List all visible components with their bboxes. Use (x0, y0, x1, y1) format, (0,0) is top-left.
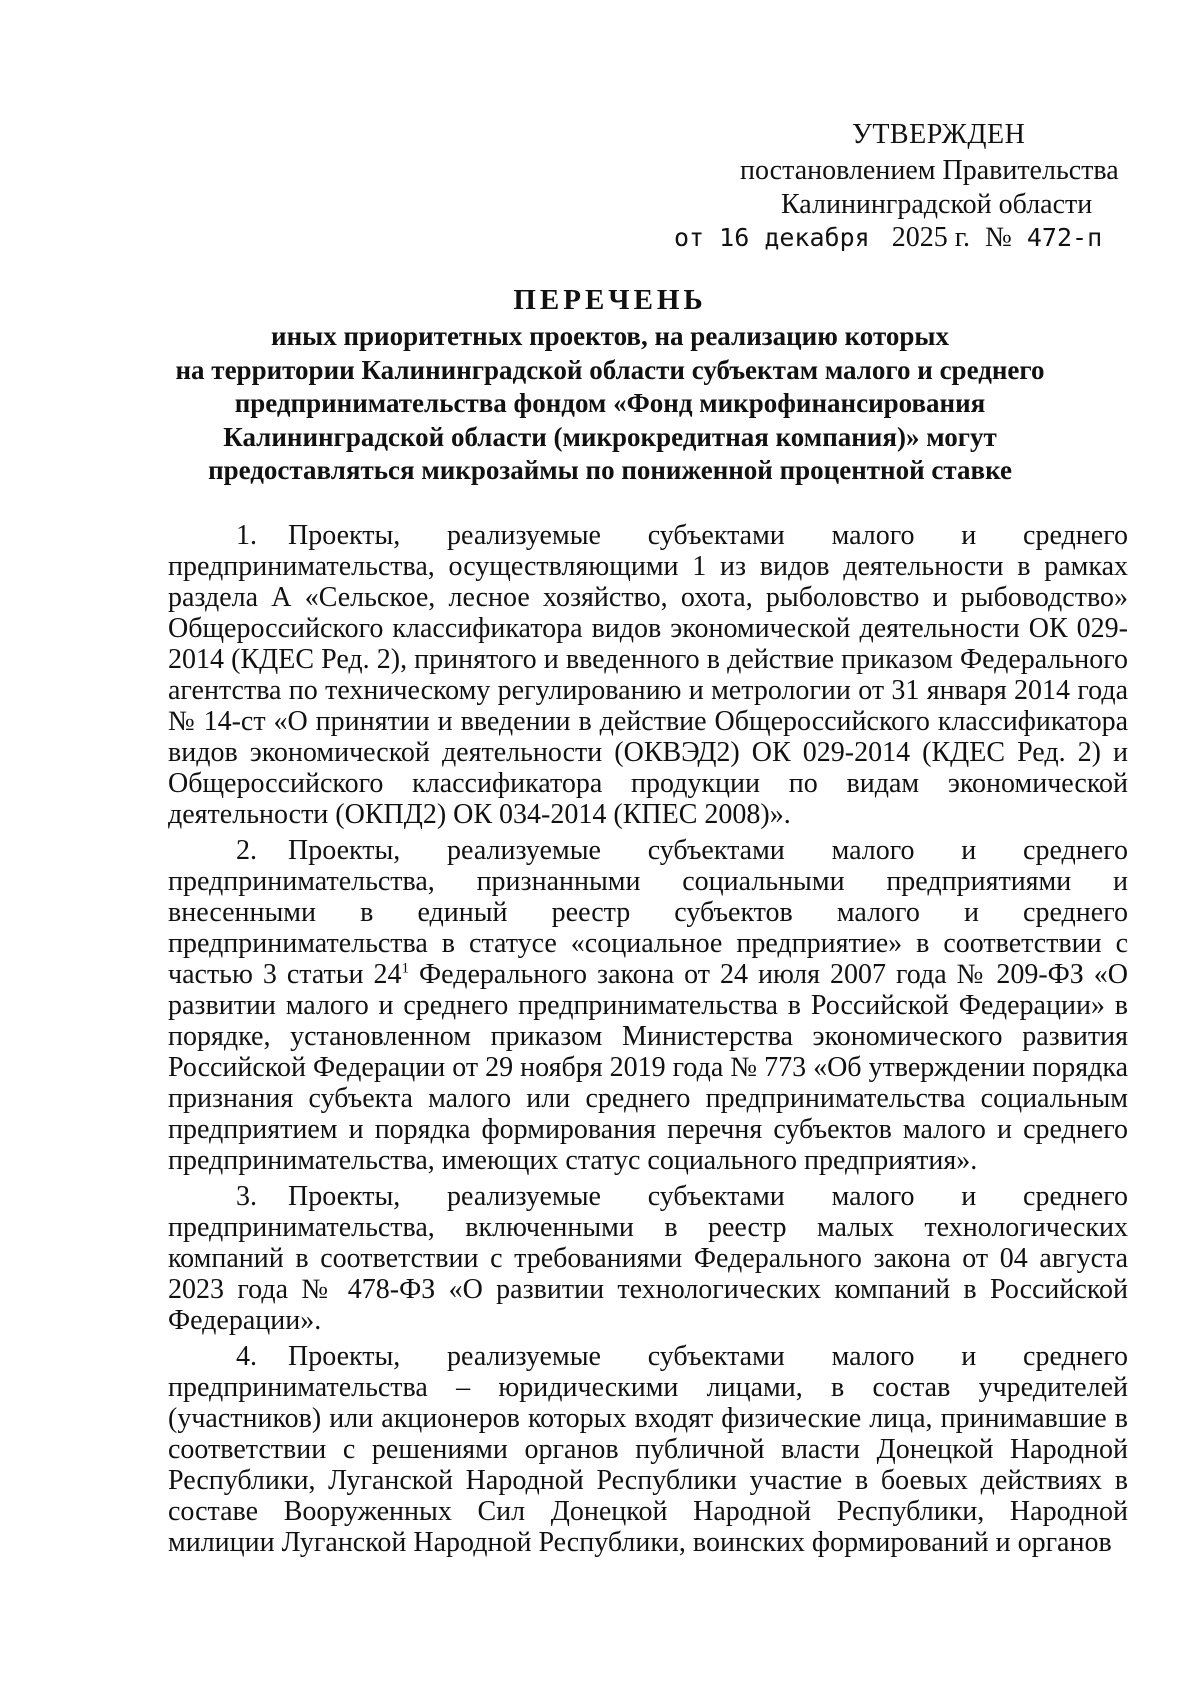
heading-subtitle (150, 320, 1070, 488)
list-item-text: Проекты, реализуемые субъектами малого и среднего предпринимательства, включенными в реестр малых технологических компаний в соответствии с требованиями Федерального закона от 04 августа 2023 года № 478-ФЗ «О развитии технологических компаний в Российской Федерации». (168, 1181, 1128, 1336)
approval-line-resolution: постановлением Правительства (740, 155, 1119, 186)
document-heading (150, 282, 1070, 488)
list-item-number: 1. (236, 520, 257, 551)
list-item-text-continued: Федерального закона от 24 июля 2007 года № 209-ФЗ «О развитии малого и среднего предпринимательства в Российской Федерации» в порядке, установленном приказом Министерства экономического развития Российской Федерации от 29 ноября 2019 года № 773 «Об утверждении порядка признания субъекта малого или среднего предпринимательства социальным предприятием и порядка формирования перечня субъектов малого и среднего предпринимательства, имеющих статус социального предприятия». (168, 959, 1129, 1176)
list-item-text: Проекты, реализуемые субъектами малого и среднего предпринимательства, осуществляющими 1 из видов деятельности в рамках раздела А «Сельское, лесное хозяйство, охота, рыболовство и рыбоводство» Общероссийского классификатора видов экономической деятельности ОК 029-2014 (КДЕС Ред. 2), принятого и введенного в действие приказом Федерального агентства по техническому регулированию и метрологии от 31 января 2014 года № 14-ст «О принятии и введении в действие Общероссийского классификатора видов экономической деятельности (ОКВЭД2) ОК 029-2014 (КДЕС Ред. 2) и Общероссийского классификатора продукции по видам экономической деятельности (ОКПД2) ОК 034-2014 (КПЕС 2008)». (168, 520, 1128, 830)
list-item-number: 2. (236, 835, 257, 866)
list-item-4 (168, 1341, 1128, 1558)
heading-subtitle-line: предоставляться микрозаймы по пониженной процентной ставке (208, 455, 1012, 485)
list-item-number: 3. (236, 1181, 257, 1212)
article-superscript: 1 (401, 960, 410, 977)
list-item-1 (168, 520, 1128, 830)
approval-number: 472-п (1026, 223, 1103, 252)
approval-date-number (674, 221, 1102, 254)
list-item-text: Проекты, реализуемые субъектами малого и среднего предпринимательства, признанными социальными предприятиями и внесенными в единый реестр субъектов малого и среднего предпринимательства в статусе «социальное предприятие» в соответствии с частью 3 статьи 24 (168, 835, 1128, 990)
heading-subtitle-line: на территории Калининградской области субъектам малого и среднего (175, 354, 1045, 385)
approval-line-region: Калининградской области (781, 189, 1093, 220)
heading-subtitle-line: Калининградской области (микрокредитная компания)» могут (223, 421, 997, 452)
list-item-number: 4. (236, 1341, 257, 1372)
approval-date-year: 2025 г. (891, 222, 971, 253)
list-item-3 (168, 1181, 1128, 1336)
list-item-2 (168, 835, 1128, 1176)
heading-title: ПЕРЕЧЕНЬ (513, 284, 707, 316)
approval-date-day: 16 декабря (719, 223, 870, 252)
heading-subtitle-line: предпринимательства фондом «Фонд микрофинансирования (234, 388, 986, 418)
list-item-text: Проекты, реализуемые субъектами малого и среднего предпринимательства – юридическими лицами, в состав учредителей (участников) или акционеров которых входят физические лица, принимавшие в соответствии с решениями органов публичной власти Донецкой Народной Республики, Луганской Народной Республики участие в боевых действиях в составе Вооруженных Сил Донецкой Народной Республики, Народной милиции Луганской Народной Республики, воинских формирований и органов (168, 1341, 1128, 1558)
approval-date-prefix: от (674, 223, 705, 252)
approval-title: УТВЕРЖДЕН (852, 119, 1026, 150)
document-body (168, 520, 1128, 1563)
heading-subtitle-line: иных приоритетных проектов, на реализацию которых (271, 321, 949, 351)
approval-number-sign: № (985, 222, 1012, 253)
